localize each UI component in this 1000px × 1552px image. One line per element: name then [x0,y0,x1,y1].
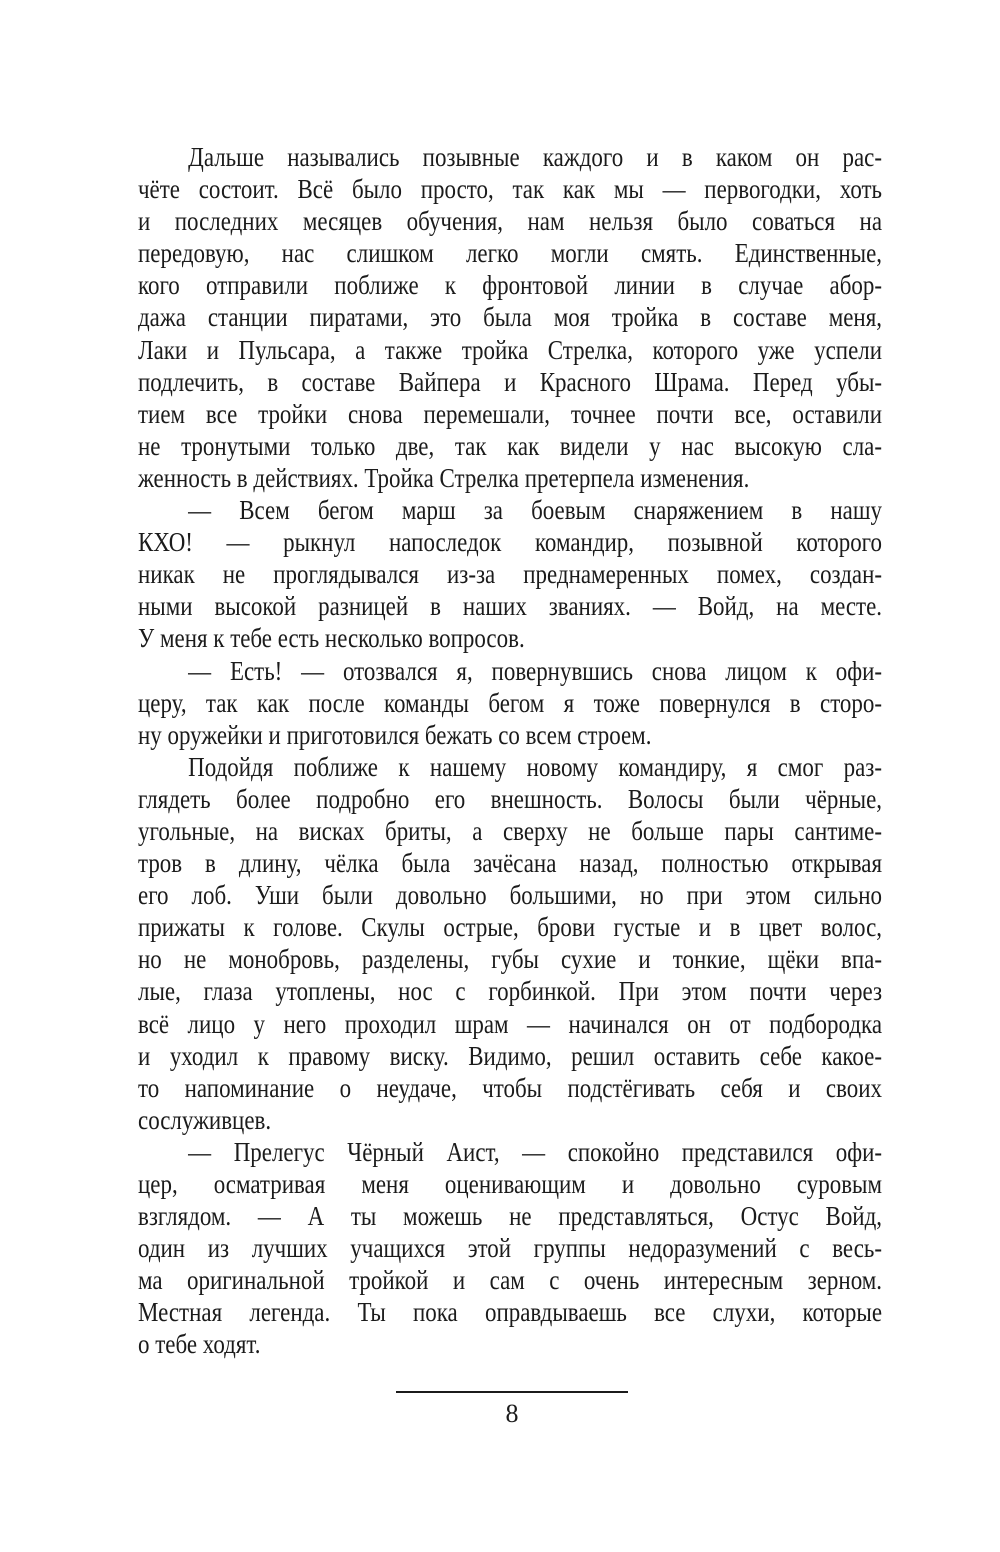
text-line: угольные, на висках бриты, а сверху не больше пары сантиме- [138,815,883,846]
text-line: всё лицо у него проходил шрам — начинался он от подбородка [138,1008,883,1039]
text-line: Подойдя поближе к нашему новому командиру, я смог раз- [188,751,883,782]
text-line: никак не проглядывался из-за преднамеренных помех, создан- [138,559,883,590]
text-line: Местная легенда. Ты пока оправдываешь все слухи, которые [138,1297,883,1328]
text-line: прижаты к голове. Скулы острые, брови густые и в цвет волос, [138,912,883,943]
text-line: — Есть! — отозвался я, повернувшись снова лицом к офи- [188,655,883,686]
text-line: — Прелегус Чёрный Аист, — спокойно представился офи- [188,1136,883,1167]
body-text [138,141,882,1361]
text-line: церу, так как после команды бегом я тоже повернулся в сторо- [138,687,883,718]
text-line: Дальше назывались позывные каждого и в каком он рас- [188,142,883,172]
text-line: взглядом. — А ты можешь не представляться, Остус Войд, [138,1201,883,1232]
text-line: лые, глаза утоплены, нос с горбинкой. При этом почти через [138,976,883,1007]
text-line: У меня к тебе есть несколько вопросов. [138,623,525,654]
text-line: и последних месяцев обучения, нам нельзя было соваться на [138,206,883,237]
text-line: ну оружейки и приготовился бежать со всем строем. [138,719,652,750]
text-line: ными высокой разницей в наших званиях. — Войд, на месте. [138,591,883,622]
page-number: 8 [505,1399,519,1428]
text-line: Лаки и Пульсара, а также тройка Стрелка, которого уже успели [138,334,883,365]
text-line: но не монобровь, разделены, губы сухие и тонкие, щёки впа- [138,944,883,975]
text-line: то напоминание о неудаче, чтобы подстёгивать себя и своих [138,1072,883,1103]
text-line: дажа станции пиратами, это была моя тройка в составе меня, [138,302,883,333]
text-line: его лоб. Уши были довольно большими, но при этом сильно [138,880,883,911]
text-line: ма оригинальной тройкой и сам с очень интересным зерном. [138,1265,883,1296]
text-line: и уходил к правому виску. Видимо, решил оставить себе какое- [138,1040,883,1071]
text-line: тров в длину, чёлка была зачёсана назад, полностью открывая [138,848,883,879]
text-line: не тронутыми только две, так как видели у нас высокую сла- [138,430,883,461]
text-line: — Всем бегом марш за боевым снаряжением в нашу [188,495,883,526]
text-line: цер, осматривая меня оценивающим и довольно суровым [138,1169,883,1199]
text-line: женность в действиях. Тройка Стрелка претерпела изменения. [138,462,750,493]
text-line: передовую, нас слишком легко могли смять. Единственные, [138,238,883,269]
text-line: КХО! — рыкнул напоследок командир, позывной которого [138,527,883,558]
text-line: подлечить, в составе Вайпера и Красного Шрама. Перед убы- [138,366,883,397]
text-line: о тебе ходят. [138,1329,261,1360]
text-line: один из лучших учащихся этой группы недоразумений с весь- [138,1233,883,1264]
text-line: глядеть более подробно его внешность. Волосы были чёрные, [138,783,883,814]
text-line: кого отправили поближе к фронтовой линии в случае абор- [138,270,883,301]
text-line: тием все тройки снова перемешали, точнее почти все, оставили [138,398,883,429]
text-line: сослуживцев. [138,1104,272,1135]
footer-rule [396,1391,628,1393]
text-line: чёте состоит. Всё было просто, так как мы — первогодки, хоть [138,174,883,205]
